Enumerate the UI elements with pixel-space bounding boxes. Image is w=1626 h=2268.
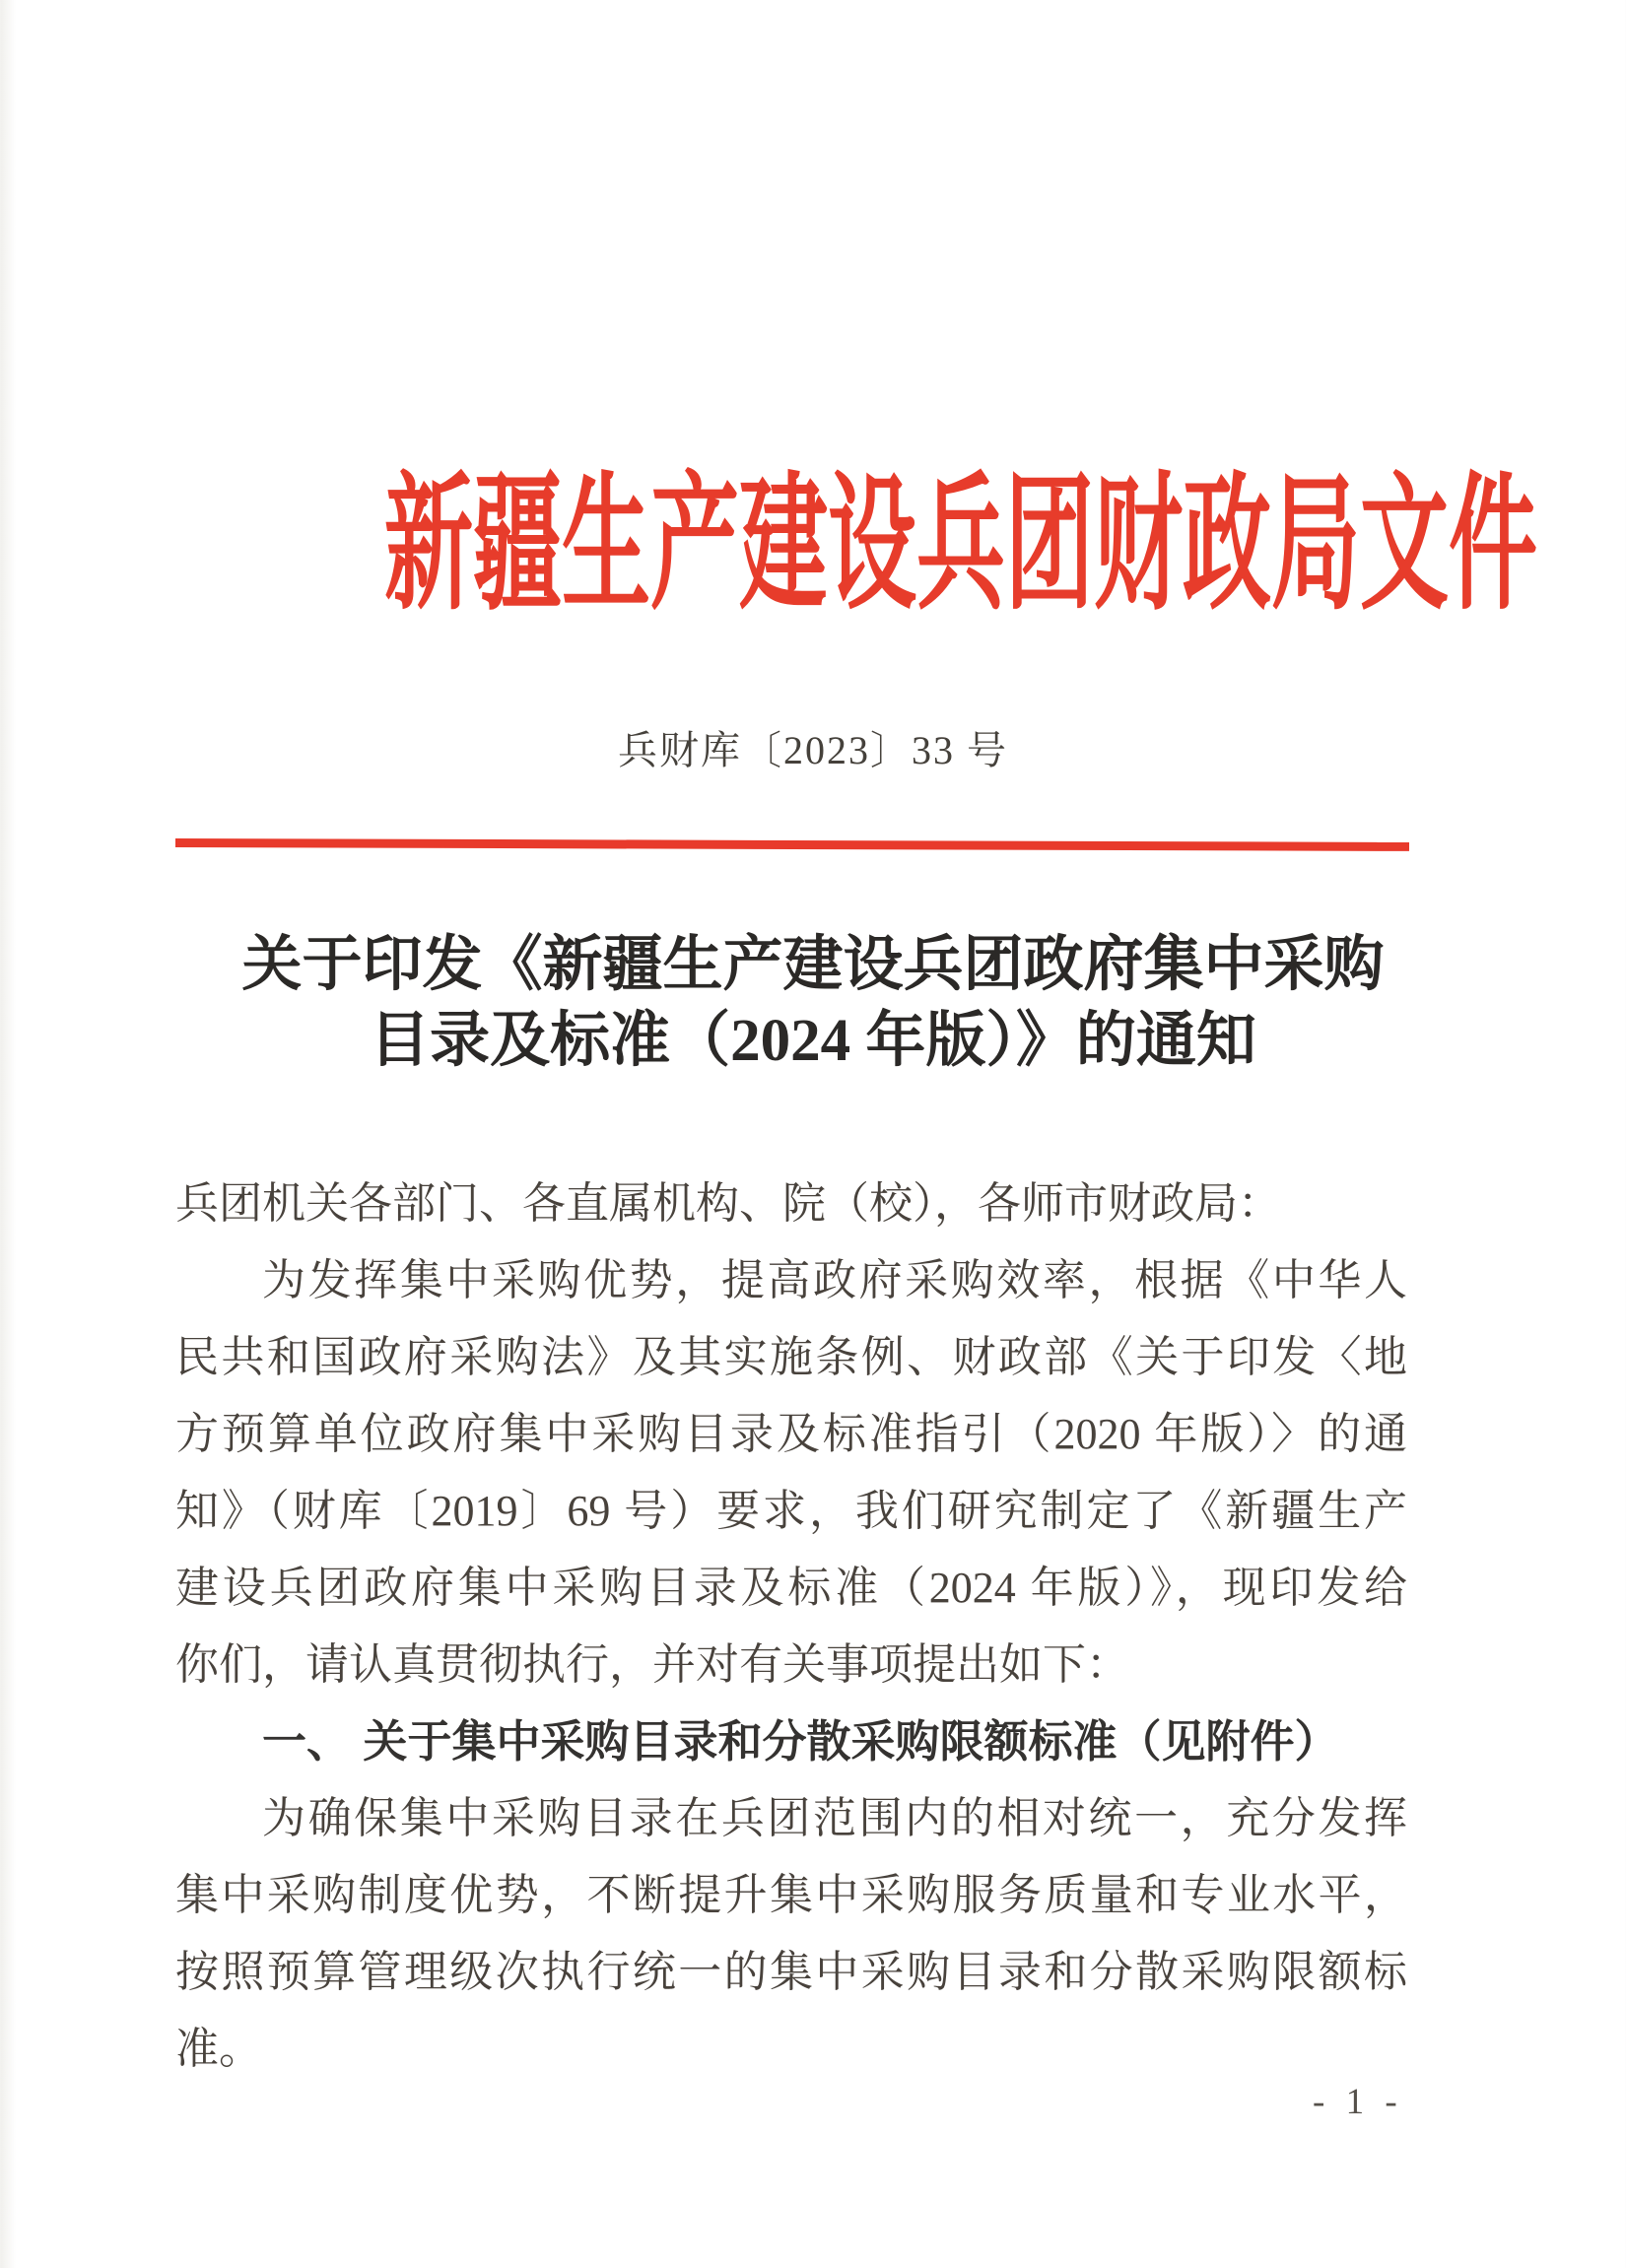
section-heading: 一、 关于集中采购目录和分散采购限额标准（见附件） (262, 1716, 1339, 1767)
red-divider-line (175, 838, 1409, 851)
letterhead-org-title: 新疆生产建设兵团财政局文件 (384, 464, 1538, 628)
document-title-line-1: 关于印发《新疆生产建设兵团政府集中采购 (241, 932, 1385, 998)
body-line: 为发挥集中采购优势，提高政府采购效率，根据《中华人 (262, 1256, 1407, 1304)
body-line: 建设兵团政府集中采购目录及标准（2024 年版）》，现印发给 (175, 1564, 1407, 1612)
body-line: 集中采购制度优势，不断提升集中采购服务质量和专业水平， (175, 1871, 1407, 1919)
body-line: 为确保集中采购目录在兵团范围内的相对统一，充分发挥 (262, 1794, 1407, 1842)
document-title-line-2: 目录及标准（2024 年版）》的通知 (370, 1008, 1256, 1074)
document-number: 兵财库〔2023〕33 号 (618, 728, 1008, 772)
body-line: 民共和国政府采购法》及其实施条例、财政部《关于印发〈地 (175, 1333, 1407, 1381)
body-line: 你们，请认真贯彻执行，并对有关事项提出如下： (175, 1640, 1129, 1689)
body-line: 按照预算管理级次执行统一的集中采购目录和分散采购限额标 (175, 1948, 1407, 1996)
document-title (0, 927, 1626, 1079)
page-number: - 1 - (1313, 2082, 1403, 2122)
body-line: 准。 (175, 2025, 262, 2073)
letterhead (0, 464, 1626, 628)
body-line: 方预算单位政府集中采购目录及标准指引（2020 年版）〉的通 (175, 1410, 1407, 1458)
salutation-line: 兵团机关各部门、各直属机构、院（校），各师市财政局： (175, 1179, 1281, 1228)
body-line: 知》（财库〔2019〕69 号）要求，我们研究制定了《新疆生产 (175, 1487, 1407, 1535)
document-body (175, 1166, 1407, 2088)
